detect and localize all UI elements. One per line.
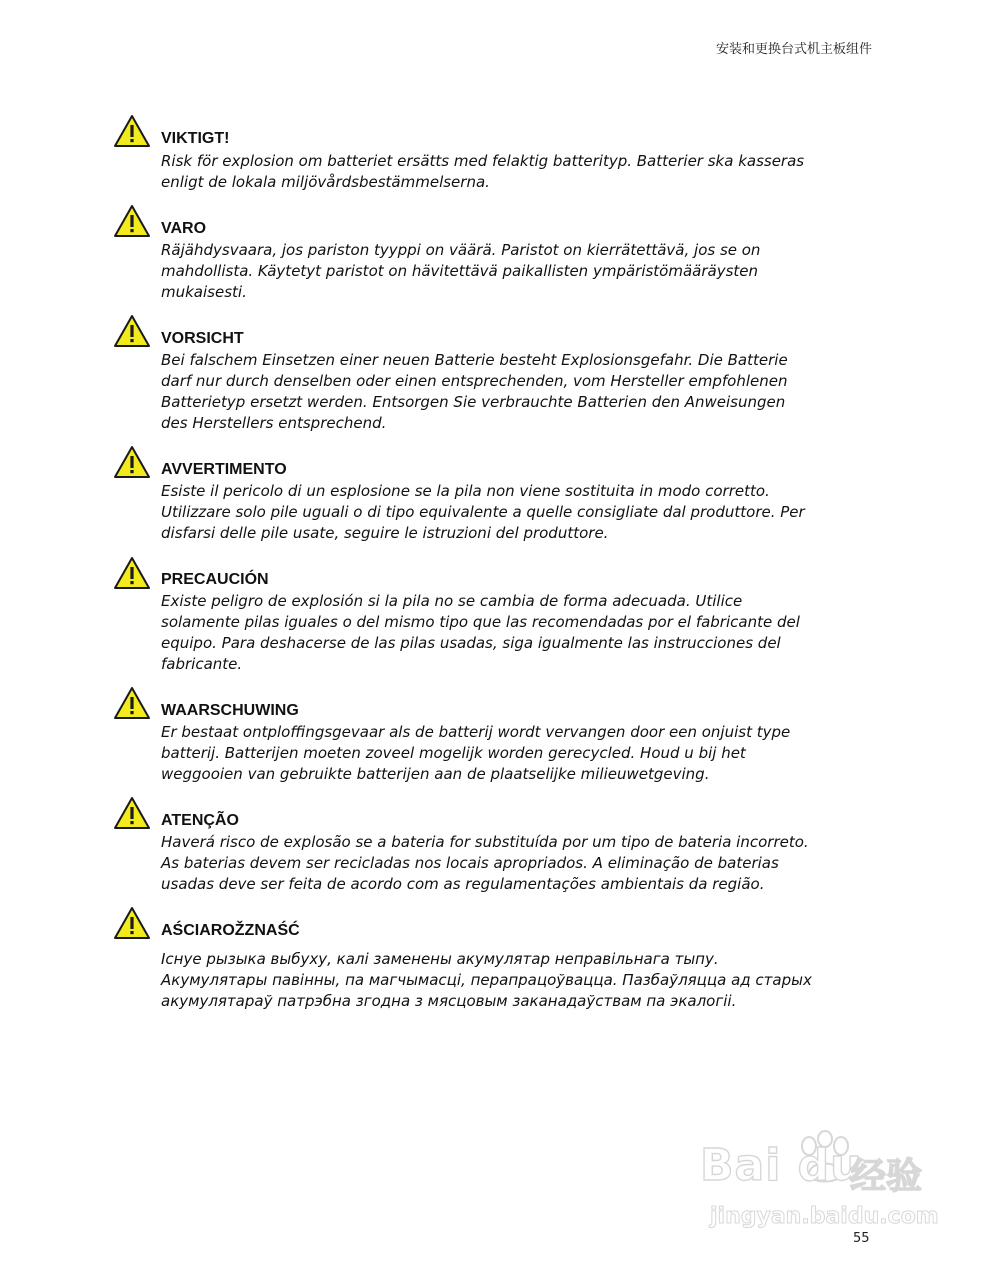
section-body: Räjähdysvaara, jos pariston tyyppi on väärä. Paristot on kierrätettävä, jos se on mahdollista. Käytetyt paristot on hävitettävä paikallisten ympäristömääräysten mukaisesti. bbox=[161, 241, 761, 301]
watermark-brand-cn: 经验 bbox=[850, 1156, 923, 1197]
warning-section-it bbox=[113, 445, 883, 545]
section-body: Existe peligro de explosión si la pila no se cambia de forma adecuada. Utilice solamente pilas iguales o del mismo tipo que las recomendadas por el fabricante del equipo. Para deshacerse de las pilas usadas, siga igualmente las instrucciones del fabricante. bbox=[161, 592, 800, 673]
section-heading: WAARSCHUWING bbox=[161, 702, 299, 719]
warning-section-pt bbox=[113, 796, 883, 896]
warning-section-es bbox=[113, 556, 883, 676]
section-body: Haverá risco de explosão se a bateria for substituída por um tipo de bateria incorreto. As baterias devem ser recicladas nos locais apropriados. A eliminação de baterias usadas deve ser feita de acordo com as regulamentações ambientais da região. bbox=[161, 833, 809, 893]
section-heading: VORSICHT bbox=[161, 330, 244, 347]
section-body: Er bestaat ontploffingsgevaar als de batterij wordt vervangen door een onjuist type batterij. Batterijen moeten zoveel mogelijk worden gerecycled. Houd u bij het weggooien van gebruikte batterijen aan de plaatselijke milieuwetgeving. bbox=[161, 723, 791, 783]
section-body: Bei falschem Einsetzen einer neuen Batterie besteht Explosionsgefahr. Die Batterie darf nur durch denselben oder einen entsprechenden, vom Hersteller empfohlenen Batterietyp ersetzt werden. Entsorgen Sie verbrauchte Batterien den Anweisungen des Herstellers entsprechend. bbox=[161, 351, 788, 432]
section-body: Esiste il pericolo di un esplosione se la pila non viene sostituita in modo corretto. Utilizzare solo pile uguali o di tipo equivalente a quelle consigliate dal produttore. Per disfarsi delle pile usate, seguire le istruzioni del produttore. bbox=[161, 482, 805, 542]
section-heading: AVVERTIMENTO bbox=[161, 461, 287, 478]
warning-triangle-icon bbox=[113, 204, 151, 238]
section-body: Існуе рызыка выбуху, калі заменены акумулятар неправільнага тыпу. Акумулятары павінны, па магчымасці, перапрацоўвацца. Пазбаўляцца ад старых акумулятараў патрэбна згодна з мясцовым заканадаўствам па экалогіі. bbox=[161, 950, 812, 1010]
section-heading: ATENÇÃO bbox=[161, 812, 239, 829]
warning-triangle-icon bbox=[113, 796, 151, 830]
page-header: 安装和更换台式机主板组件 bbox=[715, 42, 872, 57]
page-number: 55 bbox=[853, 1231, 870, 1246]
warning-triangle-icon bbox=[113, 314, 151, 348]
watermark-brand: Bai du bbox=[700, 1140, 863, 1191]
warning-triangle-icon bbox=[113, 556, 151, 590]
watermark-url: jingyan.baidu.com bbox=[710, 1204, 939, 1229]
warning-triangle-icon bbox=[113, 906, 151, 940]
warning-triangle-icon bbox=[113, 114, 151, 148]
section-body: Risk för explosion om batteriet ersätts med felaktig batterityp. Batterier ska kasseras enligt de lokala miljövårdsbestämmelserna. bbox=[161, 152, 805, 191]
section-heading: VARO bbox=[161, 220, 207, 237]
section-heading: PRECAUCIÓN bbox=[161, 571, 269, 588]
warning-section-fi bbox=[113, 204, 883, 304]
warning-triangle-icon bbox=[113, 445, 151, 479]
warning-section-nl bbox=[113, 686, 883, 786]
warning-triangle-icon bbox=[113, 686, 151, 720]
section-heading: AŚCIAROŽZNAŚĆ bbox=[161, 922, 300, 939]
warning-section-sv bbox=[113, 114, 883, 194]
section-heading: VIKTIGT! bbox=[161, 130, 230, 147]
warning-section-be bbox=[113, 906, 883, 1016]
baidu-watermark bbox=[700, 1130, 940, 1240]
warning-section-de bbox=[113, 314, 883, 434]
